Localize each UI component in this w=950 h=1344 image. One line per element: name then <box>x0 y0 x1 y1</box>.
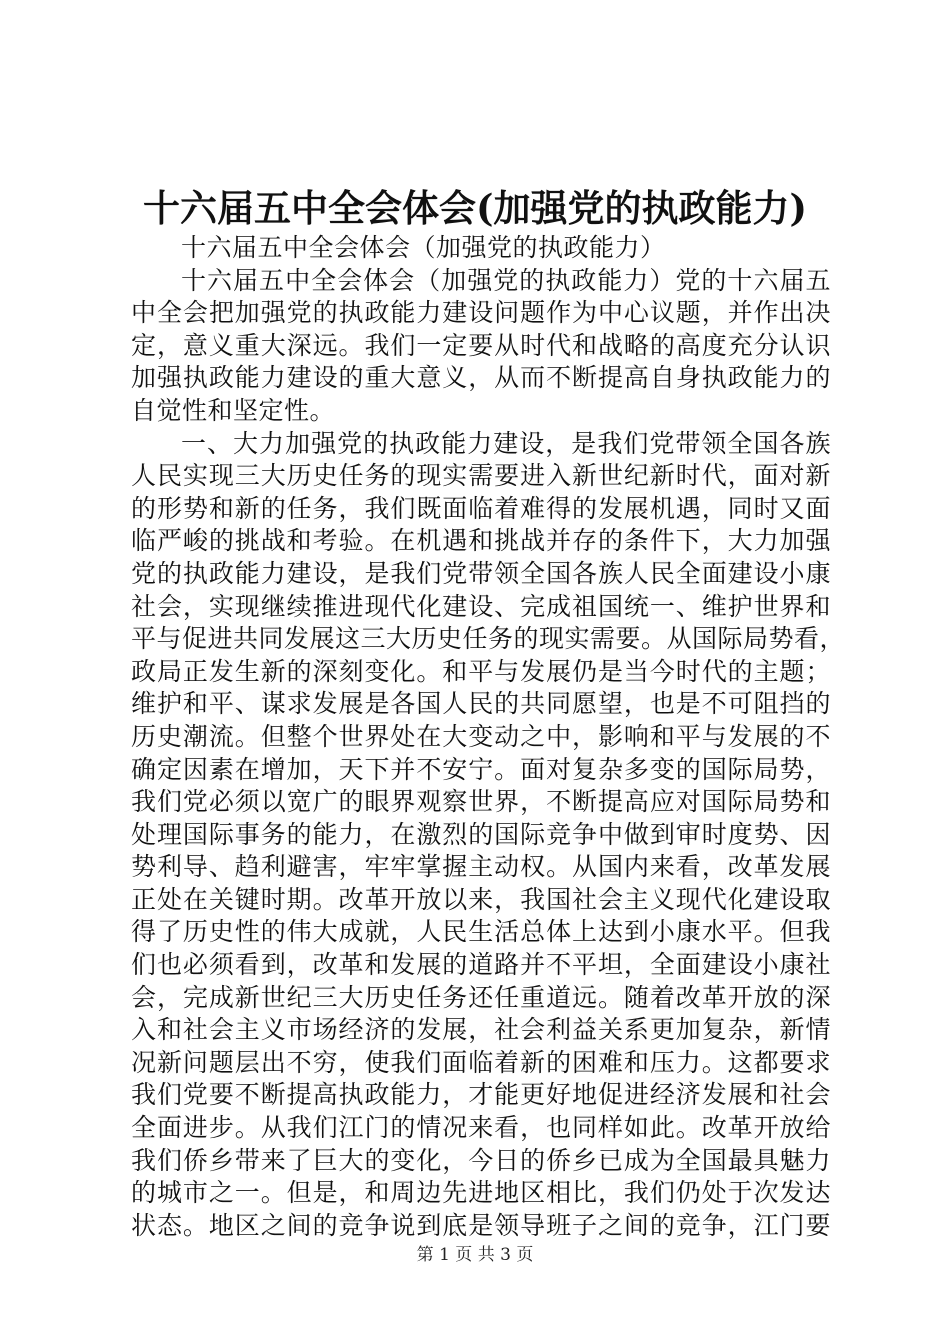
body-line: 临严峻的挑战和考验。在机遇和挑战并存的条件下，大力加强 <box>131 526 831 556</box>
document-title: 十六届五中全会体会(加强党的执政能力) <box>142 186 807 230</box>
body-line: 我们侨乡带来了巨大的变化，今日的侨乡已成为全国最具魅力 <box>131 1145 831 1175</box>
body-line: 势利导、趋利避害，牢牢掌握主动权。从国内来看，改革发展 <box>131 852 831 882</box>
body-line: 们也必须看到，改革和发展的道路并不平坦，全面建设小康社 <box>131 950 831 980</box>
body-line: 确定因素在增加，天下并不安宁。面对复杂多变的国际局势， <box>131 754 831 784</box>
body-line: 加强执政能力建设的重大意义，从而不断提高自身执政能力的 <box>131 363 831 393</box>
body-line: 入和社会主义市场经济的发展，社会利益关系更加复杂，新情 <box>131 1015 831 1045</box>
body-line: 党的执政能力建设，是我们党带领全国各族人民全面建设小康 <box>131 558 831 588</box>
body-line: 历史潮流。但整个世界处在大变动之中，影响和平与发展的不 <box>131 721 831 751</box>
body-line: 的城市之一。但是，和周边先进地区相比，我们仍处于次发达 <box>131 1178 831 1208</box>
document-body <box>131 232 846 1242</box>
body-line: 社会，实现继续推进现代化建设、完成祖国统一、维护世界和 <box>131 591 831 621</box>
body-line: 中全会把加强党的执政能力建设问题作为中心议题，并作出决 <box>131 298 831 328</box>
page-footer <box>0 1243 950 1267</box>
body-line: 十六届五中全会体会（加强党的执政能力）党的十六届五 <box>181 265 831 295</box>
body-line: 会，完成新世纪三大历史任务还任重道远。随着改革开放的深 <box>131 982 831 1012</box>
body-line: 的形势和新的任务，我们既面临着难得的发展机遇，同时又面 <box>131 493 831 523</box>
body-line: 全面进步。从我们江门的情况来看，也同样如此。改革开放给 <box>131 1113 831 1143</box>
body-line: 我们党要不断提高执政能力，才能更好地促进经济发展和社会 <box>131 1080 831 1110</box>
body-line: 十六届五中全会体会（加强党的执政能力） <box>181 233 666 262</box>
body-line: 况新问题层出不穷，使我们面临着新的困难和压力。这都要求 <box>131 1047 831 1077</box>
body-line: 我们党必须以宽广的眼界观察世界，不断提高应对国际局势和 <box>131 787 831 817</box>
body-line: 自觉性和坚定性。 <box>131 395 336 425</box>
body-line: 正处在关键时期。改革开放以来，我国社会主义现代化建设取 <box>131 884 831 914</box>
body-line: 政局正发生新的深刻变化。和平与发展仍是当今时代的主题； <box>131 656 831 686</box>
body-line: 平与促进共同发展这三大历史任务的现实需要。从国际局势看， <box>131 624 846 654</box>
body-line: 处理国际事务的能力，在激烈的国际竞争中做到审时度势、因 <box>131 819 831 849</box>
body-line: 得了历史性的伟大成就，人民生活总体上达到小康水平。但我 <box>131 917 831 947</box>
body-line: 定，意义重大深远。我们一定要从时代和战略的高度充分认识 <box>131 330 831 360</box>
body-line: 维护和平、谋求发展是各国人民的共同愿望，也是不可阻挡的 <box>131 689 831 719</box>
body-line: 人民实现三大历史任务的现实需要进入新世纪新时代，面对新 <box>131 461 831 491</box>
page-number-label: 第 1 页 共 3 页 <box>416 1245 534 1265</box>
body-line: 状态。地区之间的竞争说到底是领导班子之间的竞争，江门要 <box>131 1210 831 1240</box>
body-line: 一、大力加强党的执政能力建设，是我们党带领全国各族 <box>181 428 831 458</box>
